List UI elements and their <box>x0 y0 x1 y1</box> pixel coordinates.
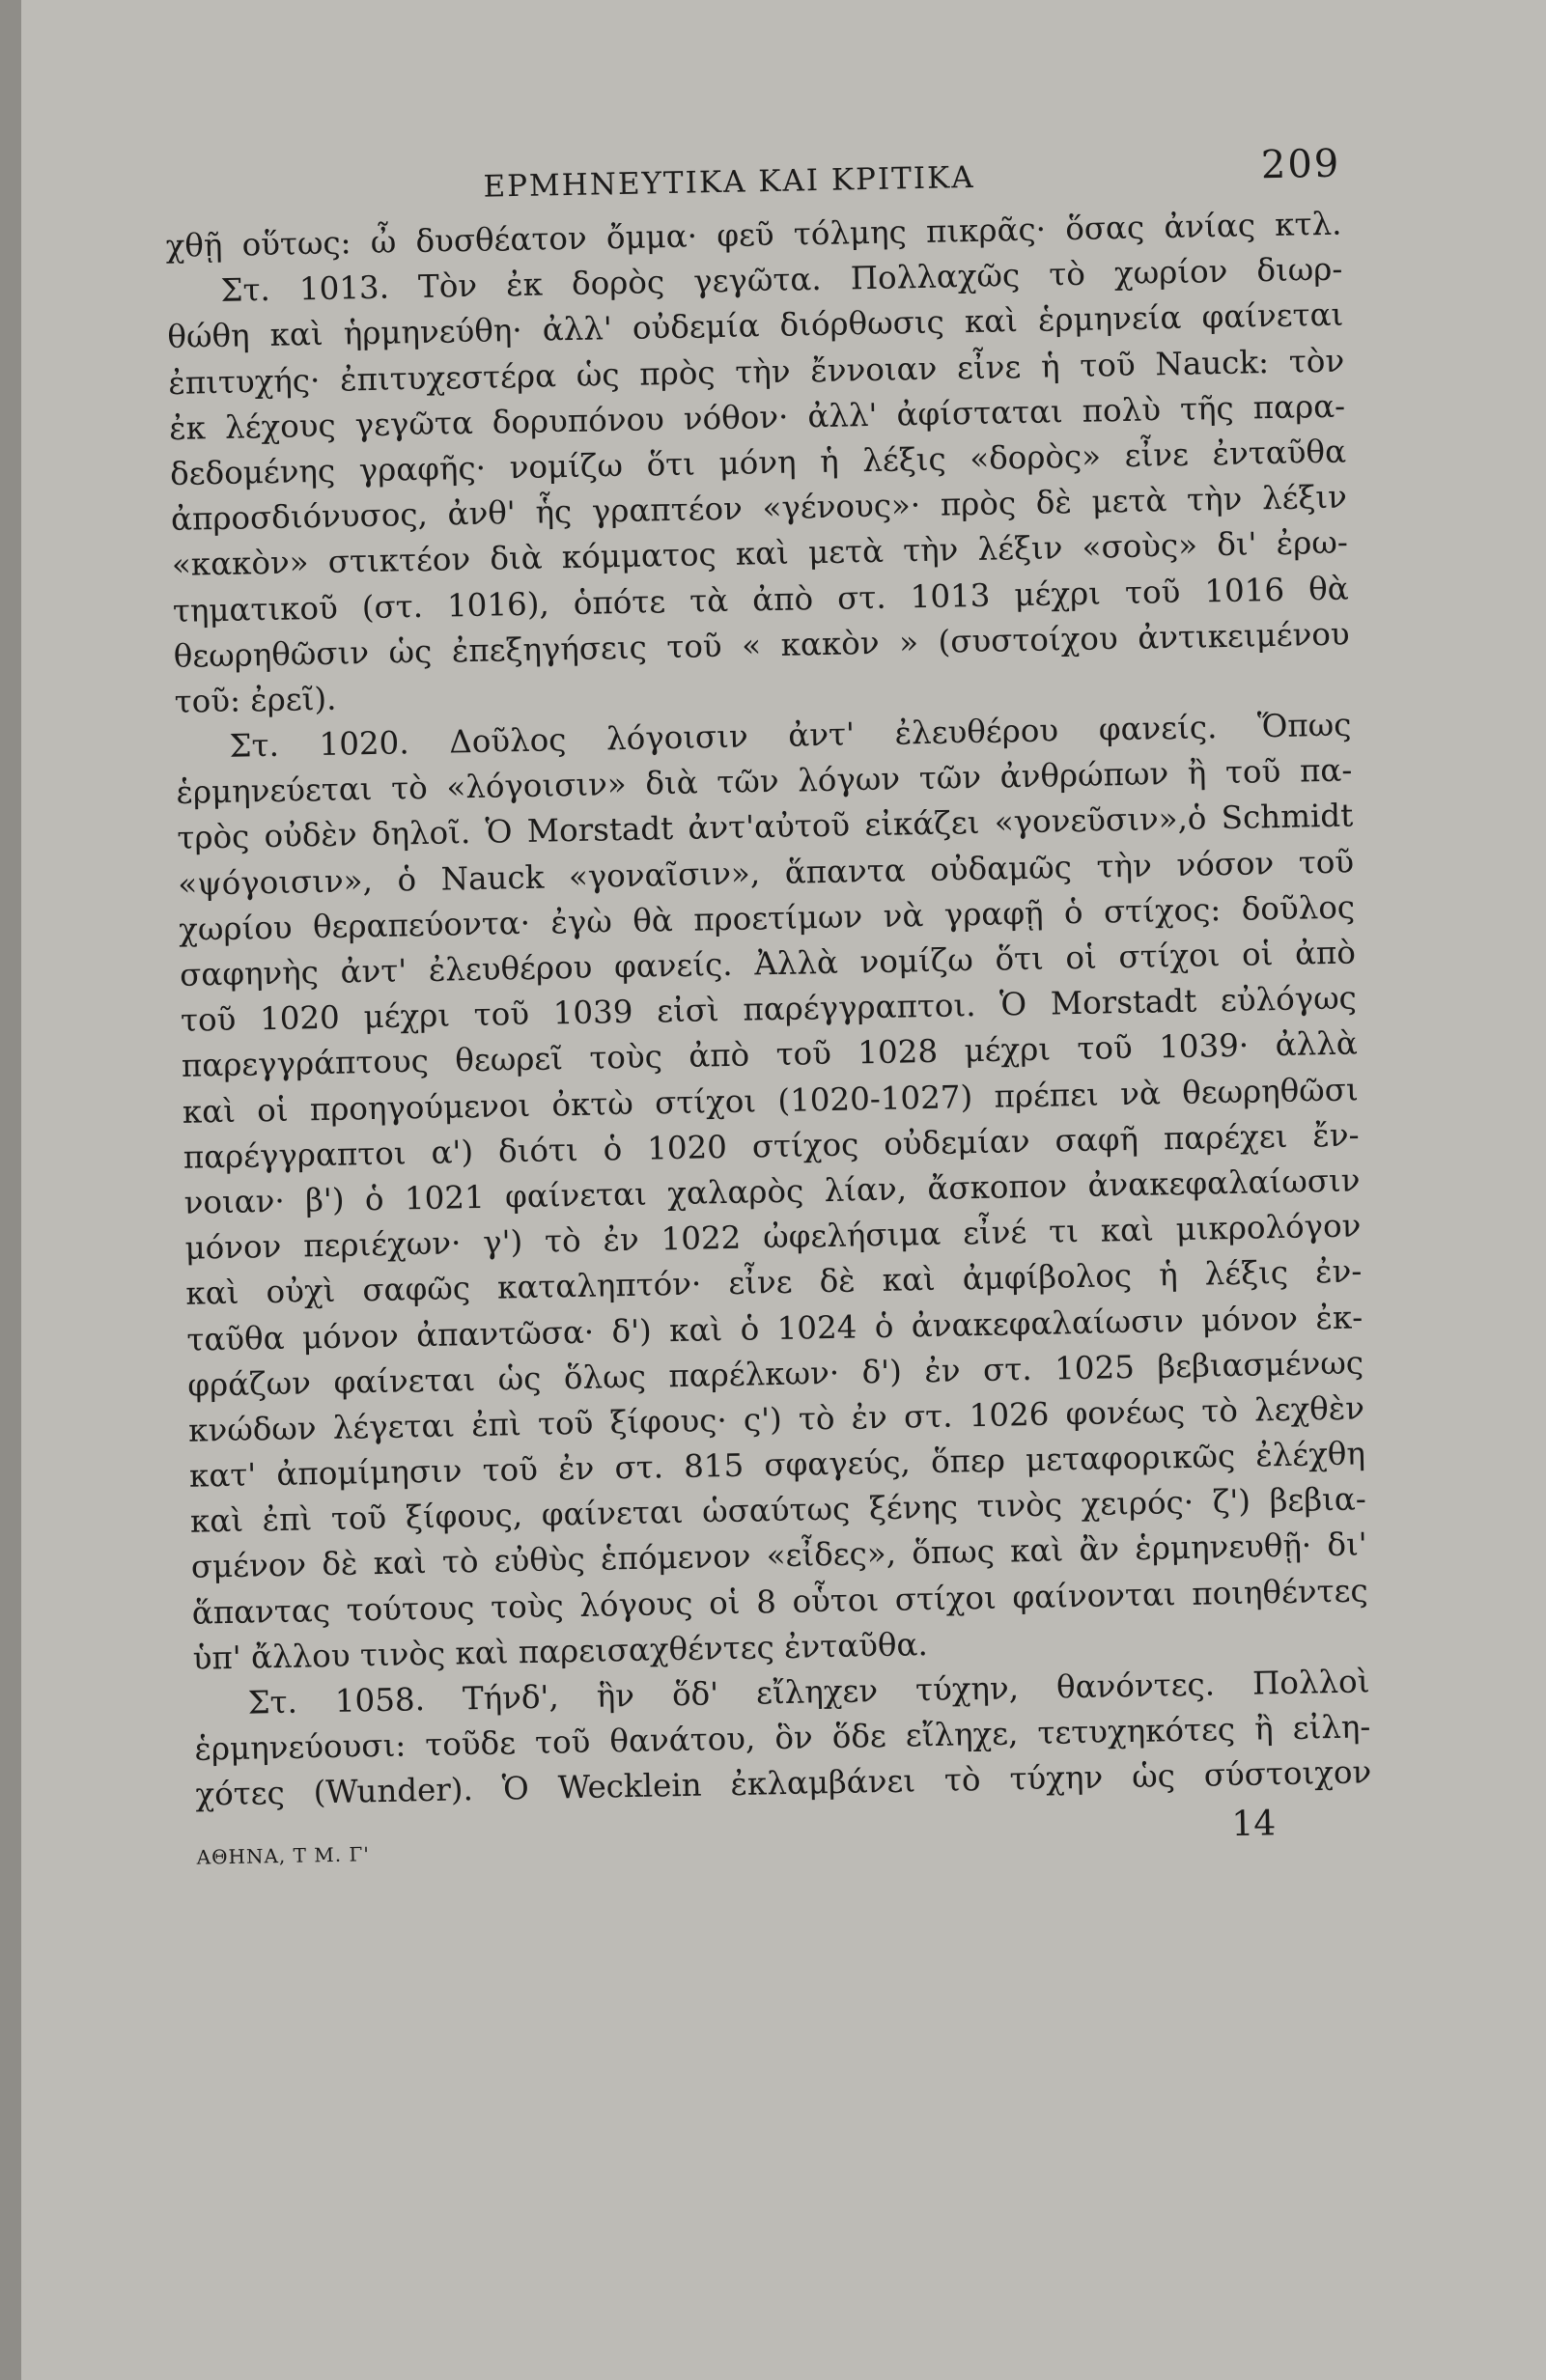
text-line: τρὸς οὐδὲν δηλοῖ. Ὁ Morstadt ἀντ'αὐτοῦ εἰκάζει «γονεῦσιν»,ὁ Schmidt <box>177 797 1354 857</box>
text-line: ἐπιτυχής· ἐπιτυχεστέρα ὡς πρὸς τὴν ἔννοιαν εἶνε ἡ τοῦ Nauck: τὸν <box>167 342 1345 402</box>
text-line: καὶ ἐπὶ τοῦ ξίφους, φαίνεται ὡσαύτως ξένης τινὸς χειρός· ζ') βεβια- <box>189 1480 1367 1540</box>
printer-signature: ΑΘΗΝΑ, Τ Μ. Γ' <box>196 1841 371 1869</box>
text-line: χότες (Wunder). Ὁ Wecklein ἐκλαμβάνει τὸ τύχην ὡς σύστοιχον <box>195 1753 1372 1814</box>
text-line: Στ. 1013. Τὸν ἐκ δορὸς γεγῶτα. Πολλαχῶς τὸ χωρίον διωρ- <box>220 250 1343 310</box>
text-line: ταῦθα μόνον ἀπαντῶσα· δ') καὶ ὁ 1024 ὁ ἀνακεφαλαίωσιν μόνον ἐκ- <box>186 1298 1363 1358</box>
text-line: Στ. 1058. Τήνδ', ἣν ὅδ' εἴληχεν τύχην, θανόντες. Πολλοὶ <box>247 1663 1370 1722</box>
text-line: σμένον δὲ καὶ τὸ εὐθὺς ἑπόμενον «εἶδες», ὅπως καὶ ἂν ἑρμηνευθῇ· δι' <box>190 1526 1368 1586</box>
text-line: καὶ οἱ προηγούμενοι ὀκτὼ στίχοι (1020-1027) πρέπει νὰ θεωρηθῶσι <box>182 1071 1359 1131</box>
text-line: «κακὸν» στικτέον διὰ κόμματος καὶ μετὰ τὴν λέξιν «σοὺς» δι' ἐρω- <box>171 523 1349 584</box>
text-line: παρεγγράπτους θεωρεῖ τοὺς ἀπὸ τοῦ 1028 μέχρι τοῦ 1039· ἀλλὰ <box>181 1024 1359 1085</box>
text-line: χωρίου θεραπεύοντα· ἐγὼ θὰ προετίμων νὰ γραφῇ ὁ στίχος: δοῦλος <box>178 888 1356 948</box>
text-line: μόνον περιέχων· γ') τὸ ἐν 1022 ὠφελήσιμα εἶνέ τι καὶ μικρολόγον <box>184 1207 1362 1267</box>
text-line: Στ. 1020. Δοῦλος λόγοισιν ἀντ' ἐλευθέρου φανείς. Ὅπως <box>229 706 1352 765</box>
text-line: νοιαν· β') ὁ 1021 φαίνεται χαλαρὸς λίαν, ἄσκοπον ἀνακεφαλαίωσιν <box>183 1162 1361 1221</box>
text-line: κνώδων λέγεται ἐπὶ τοῦ ξίφους· ς') τὸ ἐν στ. 1026 φονέως τὸ λεχθὲν <box>187 1389 1365 1449</box>
text-line: θεωρηθῶσιν ὡς ἐπεξηγήσεις τοῦ « κακὸν » (συστοίχου ἀντικειμένου <box>173 615 1350 675</box>
text-line: ἑρμηνεύεται τὸ «λόγοισιν» διὰ τῶν λόγων τῶν ἀνθρώπων ἢ τοῦ πα- <box>176 751 1353 812</box>
page-text-block <box>164 142 1373 1883</box>
text-line: κατ' ἀπομίμησιν τοῦ ἐν στ. 815 σφαγεύς, ὅπερ μεταφορικῶς ἐλέχθη <box>188 1435 1366 1495</box>
text-line: τοῦ 1020 μέχρι τοῦ 1039 εἰσὶ παρέγγραπτοι. Ὁ Morstadt εὐλόγως <box>180 979 1358 1040</box>
body-text <box>165 202 1371 1819</box>
scan-edge <box>0 0 21 2380</box>
text-line: θώθη καὶ ἡρμηνεύθη· ἀλλ' οὐδεμία διόρθωσις καὶ ἑρμηνεία φαίνεται <box>167 295 1344 356</box>
text-line: ἅπαντας τούτους τοὺς λόγους οἱ 8 οὗτοι στίχοι φαίνονται ποιηθέντες <box>191 1571 1368 1632</box>
text-line: ἐκ λέχους γεγῶτα δορυπόνου νόθον· ἀλλ' ἀφίσταται πολὺ τῆς παρα- <box>168 387 1346 447</box>
text-line: παρέγγραπτοι α') διότι ὁ 1020 στίχος οὐδεμίαν σαφῆ παρέχει ἔν- <box>183 1116 1360 1176</box>
text-line: τηματικοῦ (στ. 1016), ὁπότε τὰ ἀπὸ στ. 1013 μέχρι τοῦ 1016 θὰ <box>172 570 1350 630</box>
page-number: 209 <box>1260 141 1341 188</box>
text-line: χθῇ οὕτως: ὦ δυσθέατον ὄμμα· φεῦ τόλμης πικρᾶς· ὅσας ἀνίας κτλ. <box>165 205 1342 265</box>
text-line: σαφηνὴς ἀντ' ἐλευθέρου φανείς. Ἀλλὰ νομίζω ὅτι οἱ στίχοι οἱ ἀπὸ <box>179 934 1357 994</box>
text-line: ὑπ' ἄλλου τινὸς καὶ παρεισαχθέντες ἐνταῦθα. <box>192 1625 929 1677</box>
text-line: ἀπροσδιόνυσος, ἀνθ' ἧς γραπτέον «γένους»· πρὸς δὲ μετὰ τὴν λέξιν <box>170 478 1348 539</box>
text-line: δεδομένης γραφῆς· νομίζω ὅτι μόνη ἡ λέξις «δορὸς» εἶνε ἐνταῦθα <box>169 433 1347 492</box>
text-line: ἑρμηνεύουσι: τοῦδε τοῦ θανάτου, ὃν ὅδε εἴληχε, τετυχηκότες ἢ εἰλη- <box>194 1708 1371 1768</box>
running-title: ΕΡΜΗΝΕΥΤΙΚΑ ΚΑΙ ΚΡΙΤΙΚΑ <box>483 159 975 205</box>
text-line: φράζων φαίνεται ὡς ὅλως παρέλκων· δ') ἐν στ. 1025 βεβιασμένως <box>186 1344 1364 1404</box>
text-line: τοῦ: ἐρεῖ). <box>174 680 337 720</box>
text-line: καὶ οὐχὶ σαφῶς καταληπτόν· εἶνε δὲ καὶ ἀμφίβολος ἡ λέξις ἐν- <box>185 1252 1363 1313</box>
text-line: «ψόγοισιν», ὁ Nauck «γοναῖσιν», ἅπαντα οὐδαμῶς τὴν νόσον τοῦ <box>177 843 1355 903</box>
sheet-number: 14 <box>1231 1803 1277 1844</box>
